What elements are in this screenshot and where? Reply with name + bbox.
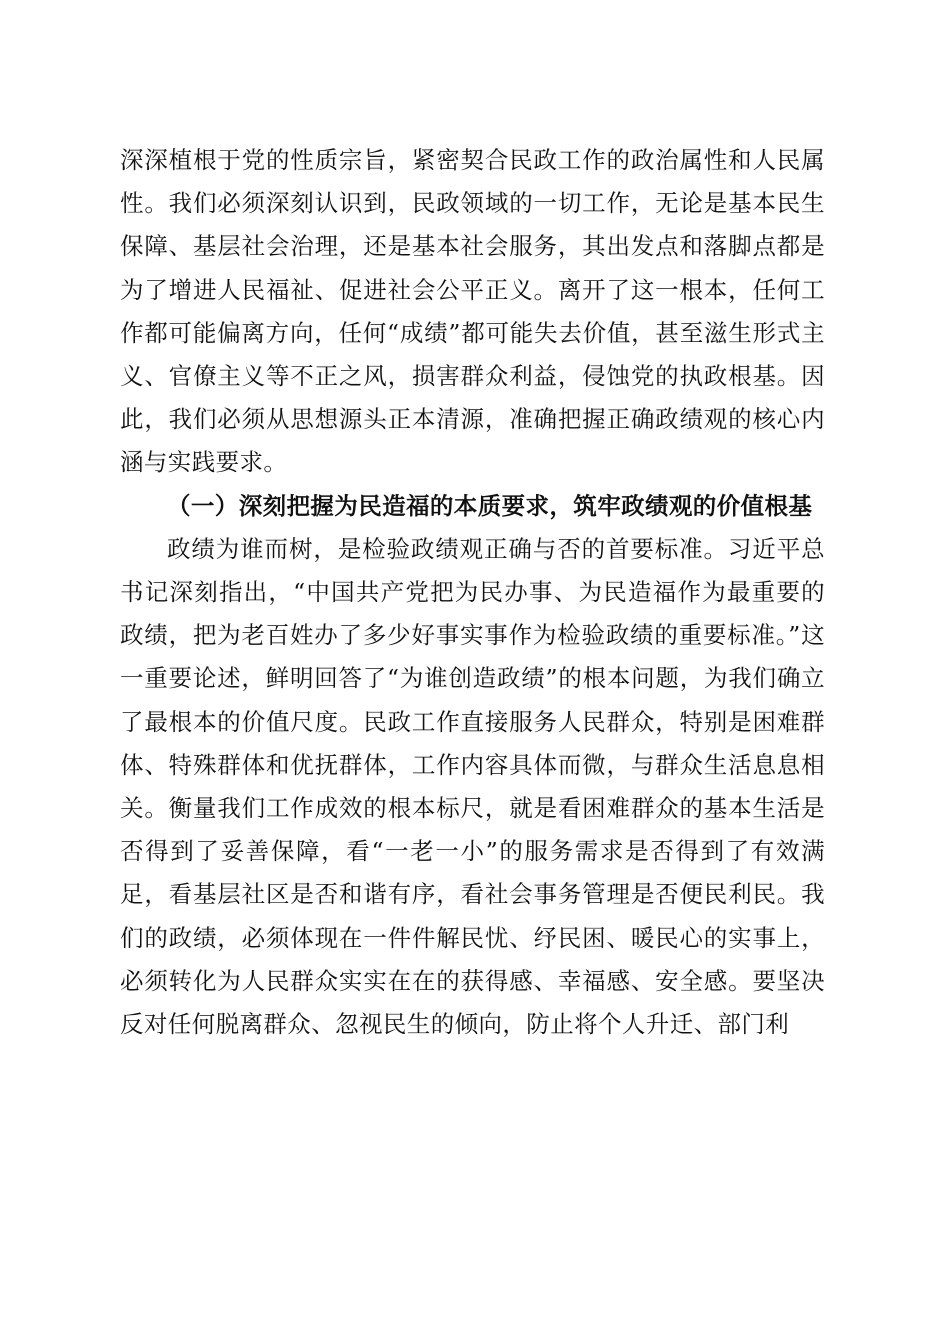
section-heading: （一）深刻把握为民造福的本质要求，筑牢政绩观的价值根基 — [167, 491, 813, 520]
paragraph-body: 政绩为谁而树，是检验政绩观正确与否的首要标准。习近平总书记深刻指出，“中国共产党把为民办事、为民造福作为最重要的政绩，把为老百姓办了多少好事实事作为检验政绩的重要标准。”这一重要论述，鲜明回答了“为谁创造政绩”的根本问题，为我们确立了最根本的价值尺度。民政工作直接服务人民群众，特别是困难群体、特殊群体和优抚群体，工作内容具体而微，与群众生活息息相关。衡量我们工作成效的根本标尺，就是看困难群众的基本生活是否得到了妥善保障，看“一老一小”的服务需求是否得到了有效满足，看基层社区是否和谐有序，看社会事务管理是否便民利民。我们的政绩，必须体现在一件件解民忧、纾民困、暖民心的实事上，必须转化为人民群众实实在在的获得感、幸福感、安全感。要坚决反对任何脱离群众、忽视民生的倾向，防止将个人升迁、部门利 — [120, 534, 825, 1039]
document-body — [120, 139, 825, 1046]
paragraph-continuation: 深深植根于党的性质宗旨，紧密契合民政工作的政治属性和人民属性。我们必须深刻认识到，民政领域的一切工作，无论是基本民生保障、基层社会治理，还是基本社会服务，其出发点和落脚点都是为了增进人民福祉、促进社会公平正义。离开了这一根本，任何工作都可能偏离方向，任何“成绩”都可能失去价值，甚至滋生形式主义、官僚主义等不正之风，损害群众利益，侵蚀党的执政根基。因此，我们必须从思想源头正本清源，准确把握正确政绩观的核心内涵与实践要求。 — [120, 146, 825, 477]
